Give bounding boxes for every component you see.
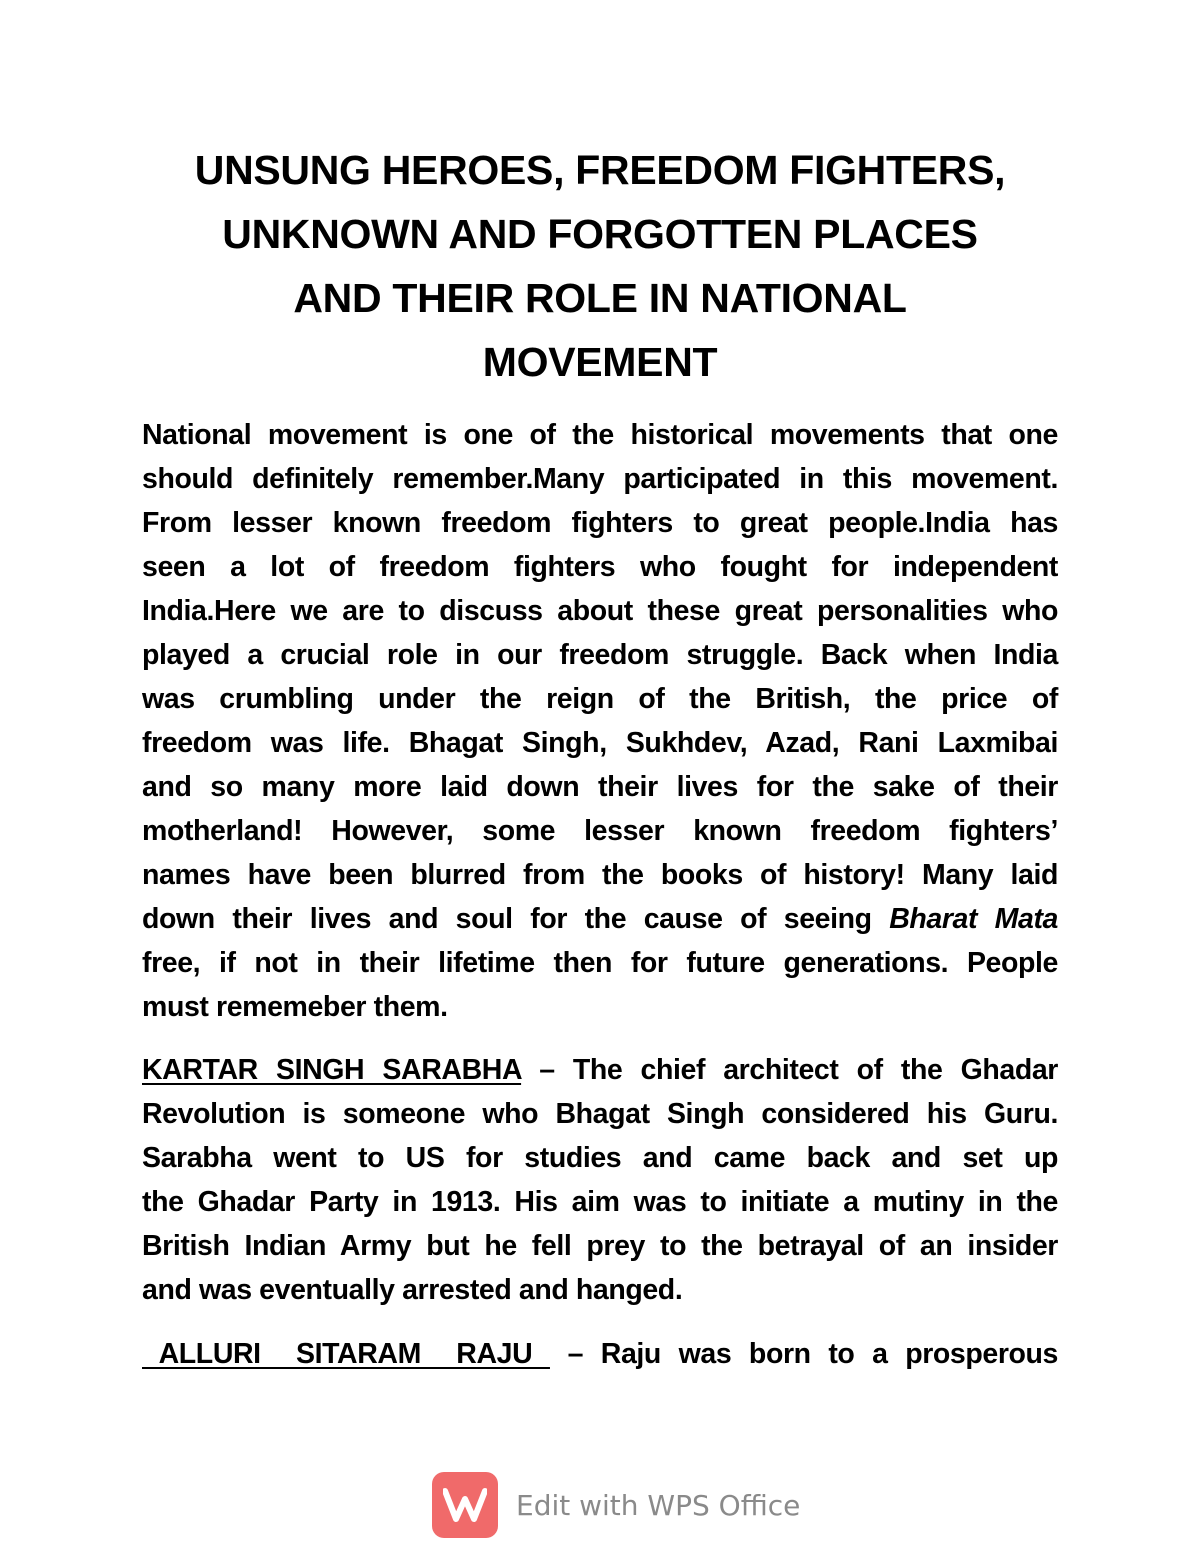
title-line: UNSUNG HEROES, FREEDOM FIGHTERS, [194, 147, 1006, 193]
bharat-mata-italic: Bharat Mata [889, 903, 1058, 935]
text-run: down their lives and soul for the cause of seeing [142, 903, 890, 935]
text-line: Sarabha went to US for studies and came back and set up [142, 1142, 1058, 1174]
title-line: AND THEIR ROLE IN NATIONAL [293, 275, 907, 321]
wps-badge-label: Edit with WPS Office [516, 1488, 801, 1522]
text-line: must rememeber them. [142, 991, 448, 1023]
text-line: From lesser known freedom fighters to great people.India has [142, 507, 1058, 539]
text-line: British Indian Army but he fell prey to the betrayal of an insider [142, 1230, 1058, 1262]
text-line [142, 1048, 1058, 1092]
text-line: was crumbling under the reign of the British, the price of [142, 683, 1058, 715]
text-line: Revolution is someone who Bhagat Singh considered his Guru. [142, 1098, 1058, 1130]
alluri-sitaram-raju-paragraph [142, 1332, 1058, 1376]
title-line: MOVEMENT [482, 339, 718, 385]
document-title [140, 138, 1060, 394]
intro-paragraph [142, 413, 1058, 1029]
text-run: – Raju was born to a prosperous [549, 1338, 1058, 1370]
text-line: should definitely remember.Many participated in this movement. [142, 463, 1058, 495]
text-line [142, 897, 1058, 941]
text-line: freedom was life. Bhagat Singh, Sukhdev, Azad, Rani Laxmibai [142, 727, 1058, 759]
text-line [142, 1332, 1058, 1376]
text-line: and so many more laid down their lives for the sake of their [142, 771, 1058, 803]
text-line: seen a lot of freedom fighters who fought for independent [142, 551, 1058, 583]
text-run: – The chief architect of the Ghadar [521, 1054, 1059, 1086]
alluri-sitaram-raju-heading: ALLURI SITARAM RAJU [142, 1338, 550, 1370]
text-line: played a crucial role in our freedom struggle. Back when India [142, 639, 1058, 671]
title-line: UNKNOWN AND FORGOTTEN PLACES [222, 211, 978, 257]
wps-w-glyph [443, 1487, 487, 1523]
kartar-singh-sarabha-paragraph [142, 1048, 1058, 1312]
text-line: and was eventually arrested and hanged. [142, 1274, 683, 1306]
text-line: National movement is one of the historical movements that one [142, 419, 1058, 451]
text-line: free, if not in their lifetime then for future generations. People [142, 947, 1058, 979]
edit-with-wps-office-button[interactable] [432, 1471, 800, 1539]
wps-w-logo-icon [432, 1472, 498, 1538]
text-line: motherland! However, some lesser known freedom fighters’ [142, 815, 1058, 847]
text-line: the Ghadar Party in 1913. His aim was to initiate a mutiny in the [142, 1186, 1058, 1218]
text-line: India.Here we are to discuss about these great personalities who [142, 595, 1058, 627]
text-line: names have been blurred from the books of history! Many laid [142, 859, 1058, 891]
kartar-singh-sarabha-heading: KARTAR SINGH SARABHA [142, 1054, 522, 1086]
